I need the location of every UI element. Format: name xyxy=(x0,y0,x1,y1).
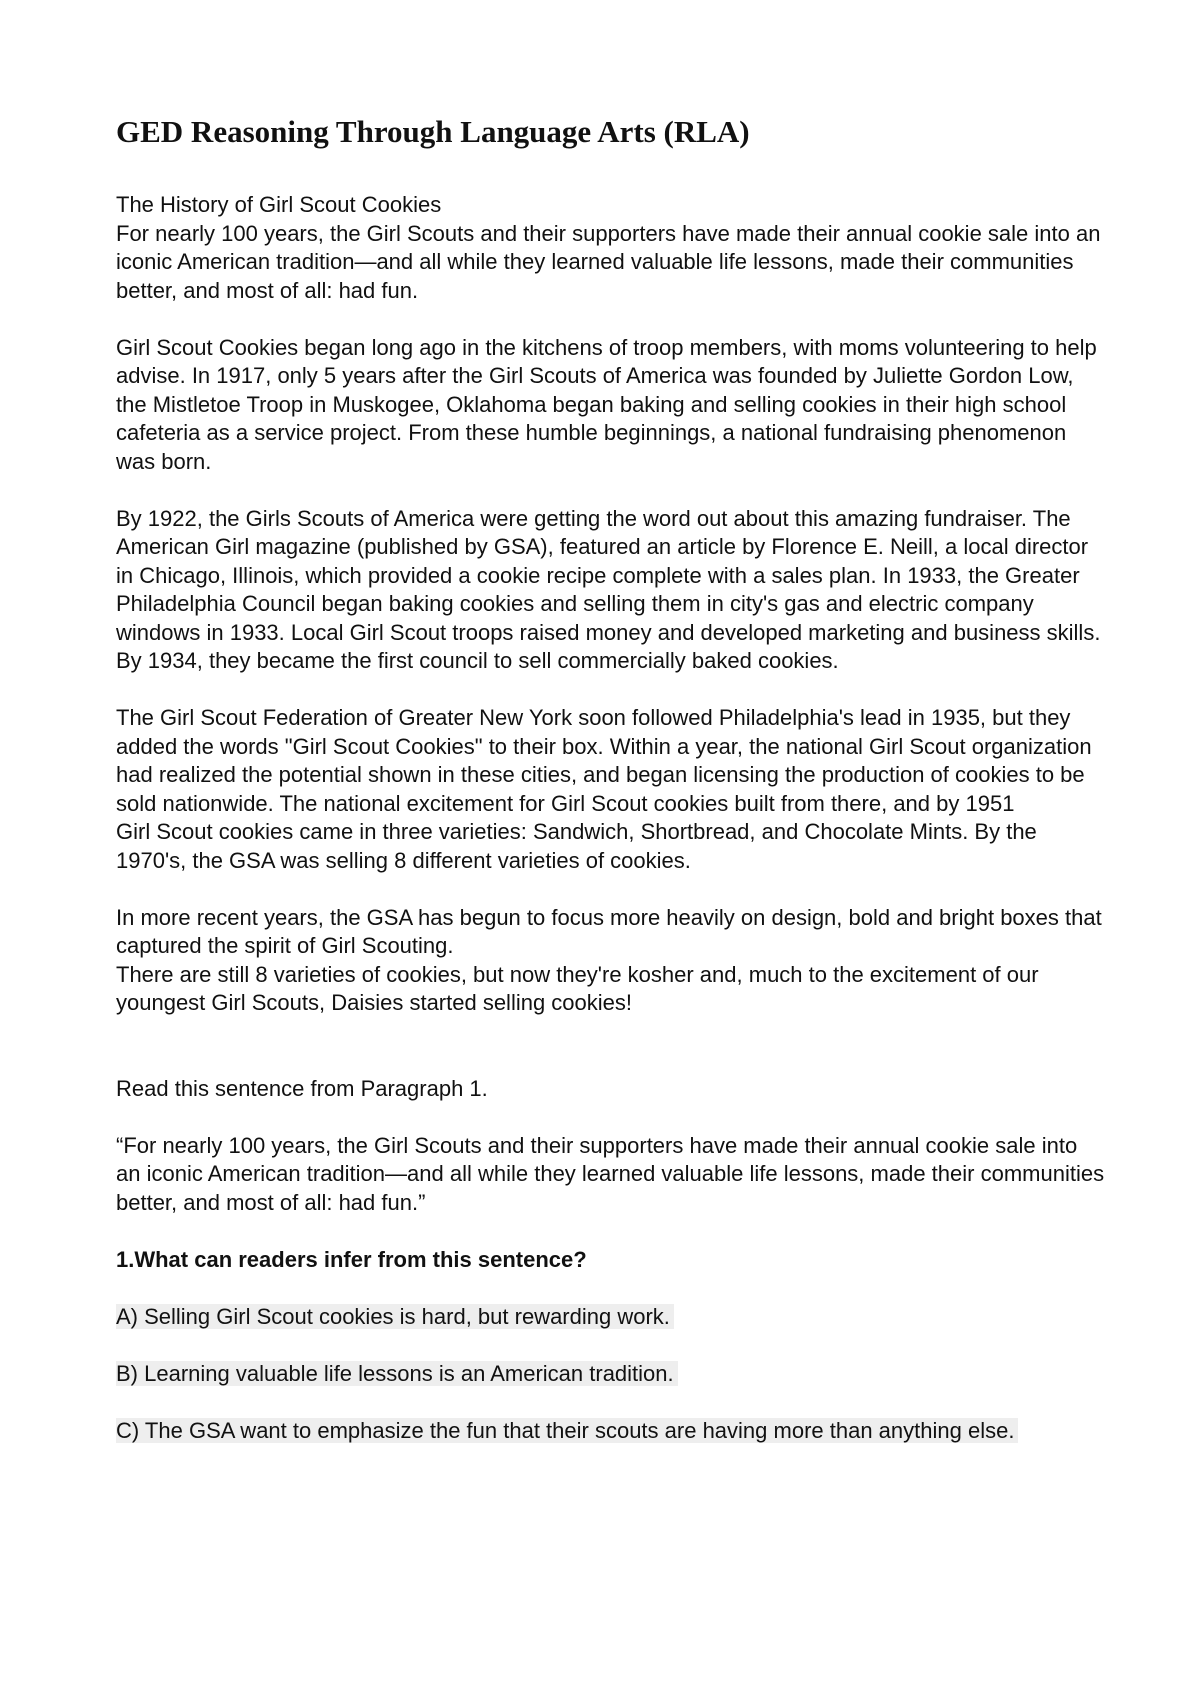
document-content xyxy=(116,112,1106,1474)
answer-option-c[interactable] xyxy=(116,1417,1106,1446)
question-text: 1.What can readers infer from this sentence? xyxy=(116,1246,587,1272)
document-title: GED Reasoning Through Language Arts (RLA) xyxy=(116,114,750,149)
paragraph-1: For nearly 100 years, the Girl Scouts and their supporters have made their annual cookie sale into an iconic American tradition—and all while they learned valuable life lessons, made their communities better, and most of all: had fun. xyxy=(116,220,1101,303)
paragraph-5: In more recent years, the GSA has begun to focus more heavily on design, bold and bright boxes that captured the spirit of Girl Scouting. There are still 8 varieties of cookies, but now they're kosher and, much to the excitement of our youngest Girl Scouts, Daisies started selling cookies! xyxy=(116,904,1102,1015)
answer-option-c-label: C) The GSA want to emphasize the fun that their scouts are having more than anything else. xyxy=(116,1418,1018,1443)
answer-option-a[interactable] xyxy=(116,1303,1106,1332)
answer-option-b[interactable] xyxy=(116,1360,1106,1389)
answer-options xyxy=(116,1303,1106,1446)
answer-option-a-label: A) Selling Girl Scout cookies is hard, but rewarding work. xyxy=(116,1304,674,1329)
quoted-sentence: “For nearly 100 years, the Girl Scouts and their supporters have made their annual cookie sale into an iconic American tradition—and all while they learned valuable life lessons, made their communities better, and most of all: had fun.” xyxy=(116,1132,1105,1215)
question-prompt: Read this sentence from Paragraph 1. xyxy=(116,1075,488,1101)
answer-option-b-label: B) Learning valuable life lessons is an American tradition. xyxy=(116,1361,678,1386)
paragraph-3: By 1922, the Girls Scouts of America were getting the word out about this amazing fundraiser. The American Girl magazine (published by GSA), featured an article by Florence E. Neill, a local director in Chicago, Illinois, which provided a cookie recipe complete with a sales plan. In 1933, the Greater Philadelphia Council began baking cookies and selling them in city's gas and electric company windows in 1933. Local Girl Scout troops raised money and developed marketing and business skills. By 1934, they became the first council to sell commercially baked cookies. xyxy=(116,505,1101,673)
article-heading: The History of Girl Scout Cookies xyxy=(116,192,442,217)
spacer xyxy=(116,1046,1106,1075)
paragraph-4: The Girl Scout Federation of Greater New York soon followed Philadelphia's lead in 1935, but they added the words "Girl Scout Cookies" to their box. Within a year, the national Girl Scout organization had realized the potential shown in these cities, and began licensing the production of cookies to be sold nationwide. The national excitement for Girl Scout cookies built from there, and by 1951 Girl Scout cookies came in three varieties: Sandwich, Shortbread, and Chocolate Mints. By the 1970's, the GSA was selling 8 different varieties of cookies. xyxy=(116,705,1092,873)
paragraph-2: Girl Scout Cookies began long ago in the kitchens of troop members, with moms volunteering to help advise. In 1917, only 5 years after the Girl Scouts of America was founded by Juliette Gordon Low, the Mistletoe Troop in Muskogee, Oklahoma began baking and selling cookies in their high school cafeteria as a service project. From these humble beginnings, a national fundraising phenomenon was born. xyxy=(116,334,1097,474)
